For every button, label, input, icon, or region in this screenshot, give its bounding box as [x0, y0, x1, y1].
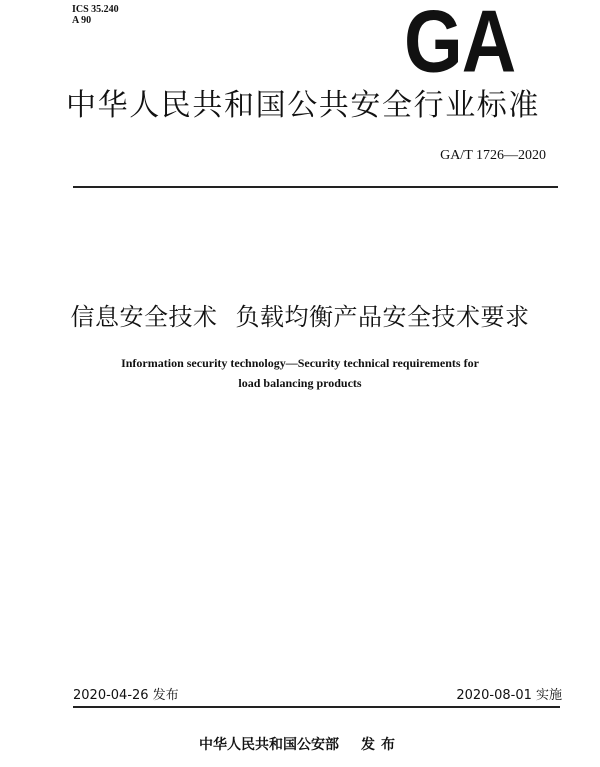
- issue-date: 2020-04-26 发布: [73, 688, 179, 703]
- implementation-date: 2020-08-01 实施: [456, 688, 562, 703]
- top-divider: [73, 186, 558, 188]
- document-title-en-line1: Information security technology—Security technical requirements for: [121, 356, 479, 370]
- ccs-code: A 90: [72, 15, 92, 26]
- bottom-divider: [73, 706, 560, 708]
- ics-code: ICS 35.240: [72, 4, 119, 15]
- document-title-cn-part1: 信息安全技术: [70, 303, 218, 331]
- publisher-name: 中华人民共和国公安部: [199, 737, 339, 753]
- document-title-en-line2: load balancing products: [238, 376, 362, 390]
- publisher-line: [0, 736, 600, 754]
- standard-title: 中华人民共和国公共安全行业标准: [66, 88, 540, 123]
- document-title-cn: [0, 302, 600, 332]
- document-title-cn-part2: 负载均衡产品安全技术要求: [235, 303, 530, 331]
- ga-logo: GA: [404, 0, 516, 92]
- publish-action: 发布: [361, 737, 401, 753]
- standard-code: GA/T 1726—2020: [440, 148, 546, 163]
